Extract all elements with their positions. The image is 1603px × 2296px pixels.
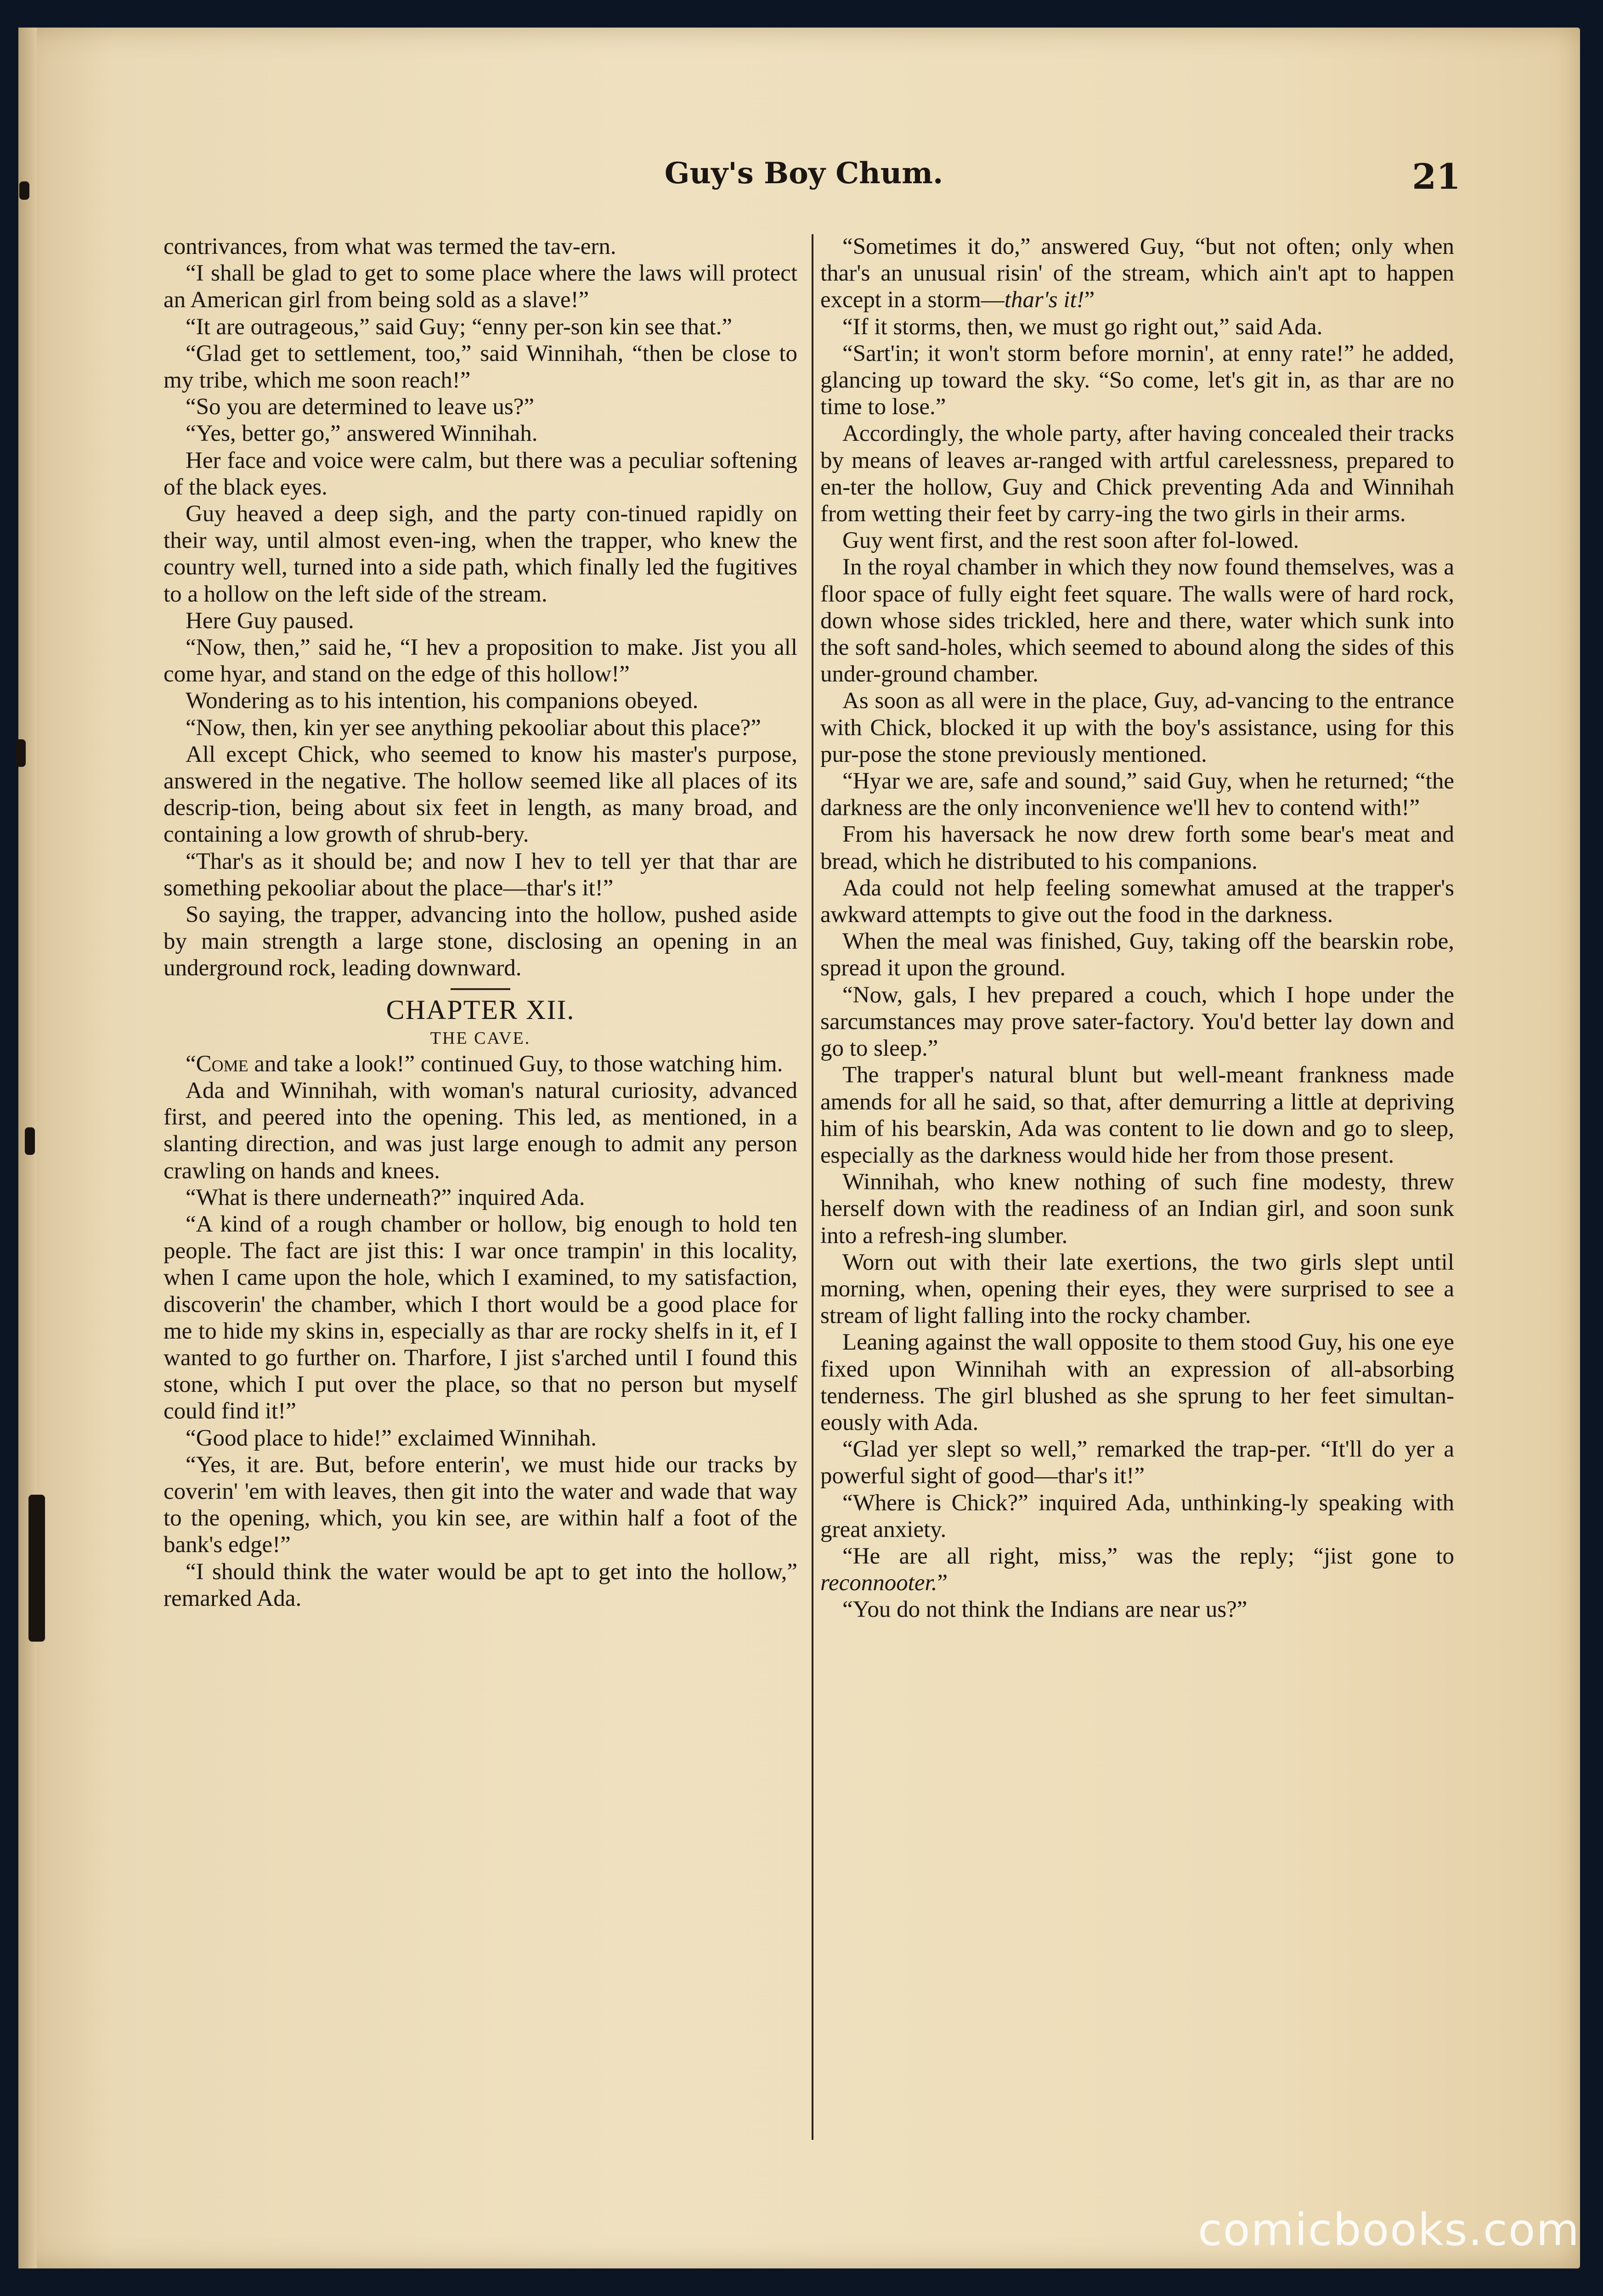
paragraph [820, 233, 1454, 314]
paragraph: “Thar's as it should be; and now I hev to tell yer that thar are something pekooliar about the place—thar's it!” [164, 848, 797, 901]
paragraph: “Glad get to settlement, too,” said Winnihah, “then be close to my tribe, which me soon reach!” [164, 340, 797, 394]
chapter-first-rest: and take a look!” continued Guy, to those watching him. [248, 1051, 783, 1077]
paragraph: “A kind of a rough chamber or hollow, big enough to hold ten people. The fact are jist this: I war once trampin' in this locality, when I came upon the hole, which I examined, to my satisfaction, discoverin' the chamber, which I thort would be a good place for me to hide my skins in, especially as thar are rocky shelfs in it, ef I wanted to go further on. Tharfore, I jist s'arched until I found this stone, which I put over the place, so that no person but myself could find it!” [164, 1211, 797, 1424]
binding-hole [16, 739, 26, 767]
paragraph: As soon as all were in the place, Guy, ad-vancing to the entrance with Chick, blocked it up with the boy's assistance, using for this pur-pose the stone previously mentioned. [820, 688, 1454, 767]
text-run: ” [937, 1570, 948, 1596]
paragraph: contrivances, from what was termed the tav-ern. [164, 234, 616, 259]
paragraph: “So you are determined to leave us?” [186, 394, 535, 420]
paragraph: In the royal chamber in which they now found themselves, was a floor space of fully eight feet square. The walls were of hard rock, down whose sides trickled, here and there, water which sunk into the soft sand-holes, which seemed to abound along the sides of this under-ground chamber. [820, 554, 1454, 687]
paragraph: “Now, gals, I hev prepared a couch, which I hope under the sarcumstances may prove sater-factory. You'd better lay down and go to sleep.” [820, 982, 1454, 1062]
paragraph: Worn out with their late exertions, the two girls slept until morning, when, opening their eyes, they were surprised to see a stream of light falling into the rocky chamber. [820, 1249, 1454, 1329]
paragraph: So saying, the trapper, advancing into the hollow, pushed aside by main strength a large stone, disclosing an opening in an underground rock, leading downward. [164, 902, 797, 981]
left-column [164, 233, 797, 1612]
paragraph: “If it storms, then, we must go right out,” said Ada. [842, 314, 1323, 340]
running-head [0, 156, 1603, 197]
paragraph: “Sart'in; it won't storm before mornin', at enny rate!” he added, glancing up toward the sky. “So come, let's git in, as thar are no time to lose.” [820, 340, 1454, 420]
column-rule [812, 234, 813, 2140]
binding-hole [25, 1127, 35, 1155]
paragraph [820, 1543, 1454, 1596]
paragraph: “I shall be glad to get to some place where the laws will protect an American girl from being sold as a slave!” [164, 260, 797, 313]
paragraph: Winnihah, who knew nothing of such fine modesty, threw herself down with the readiness of an Indian girl, and soon sunk into a refresh-ing slumber. [820, 1169, 1454, 1249]
open-quote: “ [186, 1051, 196, 1077]
chapter-title: CHAPTER XII. [386, 994, 575, 1025]
paragraph: The trapper's natural blunt but well-meant frankness made amends for all he said, so that, after demurring a little at depriving him of his bearskin, Ada was content to lie down and go to sleep, especially as the darkness would hide her from those present. [820, 1062, 1454, 1168]
paragraph: All except Chick, who seemed to know his master's purpose, answered in the negative. The hollow seemed like all places of its descrip-tion, being about six feet in length, as many broad, and containing a low growth of shrub-bery. [164, 741, 797, 848]
paragraph: “It are outrageous,” said Guy; “enny per-son kin see that.” [186, 314, 732, 340]
paragraph: Leaning against the wall opposite to them stood Guy, his one eye fixed upon Winnihah with an expression of all-absorbing tenderness. The girl blushed as she sprung to her feet simultan-eously with Ada. [820, 1329, 1454, 1435]
paragraph: Her face and voice were calm, but there was a peculiar softening of the black eyes. [164, 447, 797, 500]
italic-run: thar's it! [1004, 287, 1084, 313]
paragraph: From his haversack he now drew forth some bear's meat and bread, which he distributed to his companions. [820, 822, 1454, 874]
paragraph: Guy went first, and the rest soon after fol-lowed. [842, 528, 1299, 554]
paragraph: “Yes, it are. But, before enterin', we must hide our tracks by coverin' 'em with leaves, then git into the water and wade that way to the opening, which, you kin see, are within half a foot of the bank's edge!” [164, 1452, 797, 1558]
text-run: “He are all right, miss,” was the reply; “jist gone to [842, 1543, 1454, 1569]
paragraph: Guy heaved a deep sigh, and the party con-tinued rapidly on their way, until almost even-ing, when the trapper, who knew the country well, turned into a side path, which finally led the fugitives to a hollow on the left side of the stream. [164, 501, 797, 607]
paragraph: “Now, then,” said he, “I hev a proposition to make. Jist you all come hyar, and stand on the edge of this hollow!” [164, 635, 797, 687]
page-number: 21 [1412, 156, 1461, 197]
chapter-first-word: Come [196, 1051, 248, 1077]
paragraph: Accordingly, the whole party, after having concealed their tracks by means of leaves ar-ranged with artful carelessness, prepared to en-ter the hollow, Guy and Chick preventing Ada and Winnihah from wetting their feet by carry-ing the two girls in their arms. [820, 421, 1454, 527]
paragraph: Wondering as to his intention, his companions obeyed. [186, 688, 699, 714]
paragraph: “Hyar we are, safe and sound,” said Guy, when he returned; “the darkness are the only inconvenience we'll hev to contend with!” [820, 768, 1454, 821]
text-run: “Sometimes it do,” answered Guy, “but not often; only when thar's an unusual risin' of the stream, which ain't apt to happen except in a storm— [820, 234, 1454, 313]
paragraph: “Where is Chick?” inquired Ada, unthinking-ly speaking with great anxiety. [820, 1490, 1454, 1542]
paragraph: “Good place to hide!” exclaimed Winnihah. [186, 1425, 597, 1451]
binding-hole [28, 1495, 45, 1642]
running-title: Guy's Boy Chum. [664, 156, 943, 191]
paragraph: “You do not think the Indians are near us?” [842, 1597, 1247, 1623]
paragraph: “Now, then, kin yer see anything pekooliar about this place?” [186, 715, 761, 741]
paragraph: Ada could not help feeling somewhat amused at the trapper's awkward attempts to give out the food in the darkness. [820, 875, 1454, 928]
chapter-separator [451, 988, 510, 990]
right-column [820, 233, 1454, 1623]
paragraph: “I should think the water would be apt to get into the hollow,” remarked Ada. [164, 1559, 797, 1611]
chapter-subtitle: THE CAVE. [430, 1028, 531, 1048]
watermark-logo: comicbooks.com [1197, 2204, 1580, 2256]
chapter-opening-paragraph [164, 1051, 797, 1077]
paragraph: When the meal was finished, Guy, taking off the bearskin robe, spread it upon the ground. [820, 929, 1454, 981]
paragraph: Here Guy paused. [186, 608, 354, 634]
italic-run: reconnooter. [820, 1570, 937, 1596]
paragraph: Ada and Winnihah, with woman's natural curiosity, advanced first, and peered into the opening. This led, as mentioned, in a slanting direction, and was just large enough to admit any person crawling on hands and knees. [164, 1077, 797, 1184]
text-run: ” [1084, 287, 1095, 313]
paragraph: “Yes, better go,” answered Winnihah. [186, 421, 538, 447]
paragraph: “Glad yer slept so well,” remarked the trap-per. “It'll do yer a powerful sight of good—thar's it!” [820, 1436, 1454, 1489]
paragraph: “What is there underneath?” inquired Ada. [186, 1184, 585, 1210]
